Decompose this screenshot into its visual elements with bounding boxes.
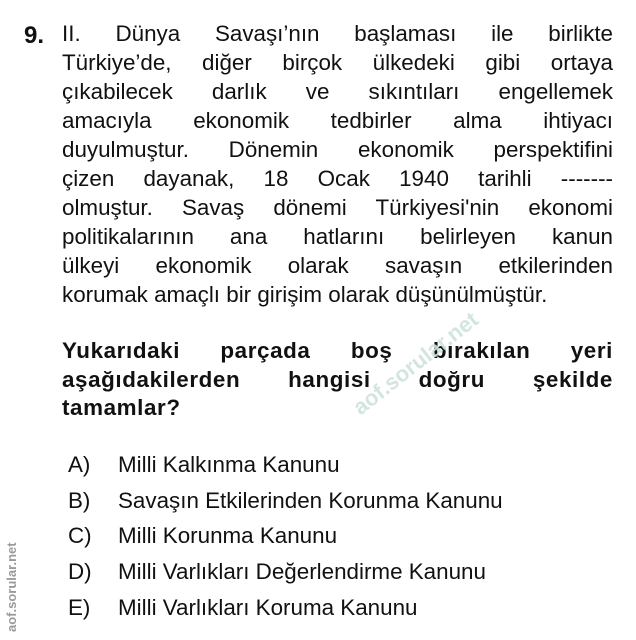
stem-line: Yukarıdaki parçada boş bırakılan yeri — [62, 338, 613, 363]
paragraph-line: Türkiye’de, diğer birçok ülkedeki gibi ortaya — [62, 50, 613, 75]
option-a[interactable] — [68, 447, 503, 483]
option-text: Milli Korunma Kanunu — [118, 523, 338, 549]
stem-line: tamamlar? — [62, 395, 181, 420]
question-paragraph — [62, 19, 613, 309]
stem-line: aşağıdakilerden hangisi doğru şekilde — [62, 366, 613, 392]
paragraph-line: politikalarının ana hatlarını belirleyen kanun — [62, 224, 613, 249]
answer-options — [68, 447, 503, 626]
paragraph-line: olmuştur. Savaş dönemi Türkiyesi'nin ekonomi — [62, 195, 613, 220]
option-b[interactable] — [68, 483, 503, 519]
option-letter: B) — [68, 487, 91, 513]
question-number: 9. — [24, 22, 45, 49]
paragraph-line: korumak amaçlı bir girişim olarak düşünülmüştür. — [62, 282, 548, 307]
paragraph-line: amacıyla ekonomik tedbirler alma ihtiyacı — [62, 108, 613, 133]
option-text: Milli Varlıkları Koruma Kanunu — [118, 595, 418, 621]
option-letter: C) — [68, 523, 92, 549]
option-text: Milli Varlıkları Değerlendirme Kanunu — [118, 559, 486, 585]
option-c[interactable] — [68, 519, 503, 555]
option-e[interactable] — [68, 590, 503, 626]
paragraph-line: ülkeyi ekonomik olarak savaşın etkilerinden — [62, 253, 613, 278]
paragraph-line: çıkabilecek darlık ve sıkıntıları engellemek — [62, 79, 613, 104]
watermark-diagonal: aof.sorular.net — [348, 306, 483, 420]
paragraph-line: duyulmuştur. Dönemin ekonomik perspektifini — [62, 137, 613, 162]
option-letter: E) — [68, 595, 91, 621]
option-letter: A) — [68, 451, 91, 477]
option-d[interactable] — [68, 554, 503, 590]
paragraph-line: II. Dünya Savaşı’nın başlaması ile birlikte — [62, 21, 613, 46]
option-letter: D) — [68, 559, 92, 585]
paragraph-line: çizen dayanak, 18 Ocak 1940 tarihli ------- — [62, 166, 613, 191]
option-text: Savaşın Etkilerinden Korunma Kanunu — [118, 487, 503, 513]
watermark-side: aof.sorular.net — [4, 542, 19, 632]
question-stem — [62, 337, 613, 423]
option-text: Milli Kalkınma Kanunu — [118, 451, 340, 477]
